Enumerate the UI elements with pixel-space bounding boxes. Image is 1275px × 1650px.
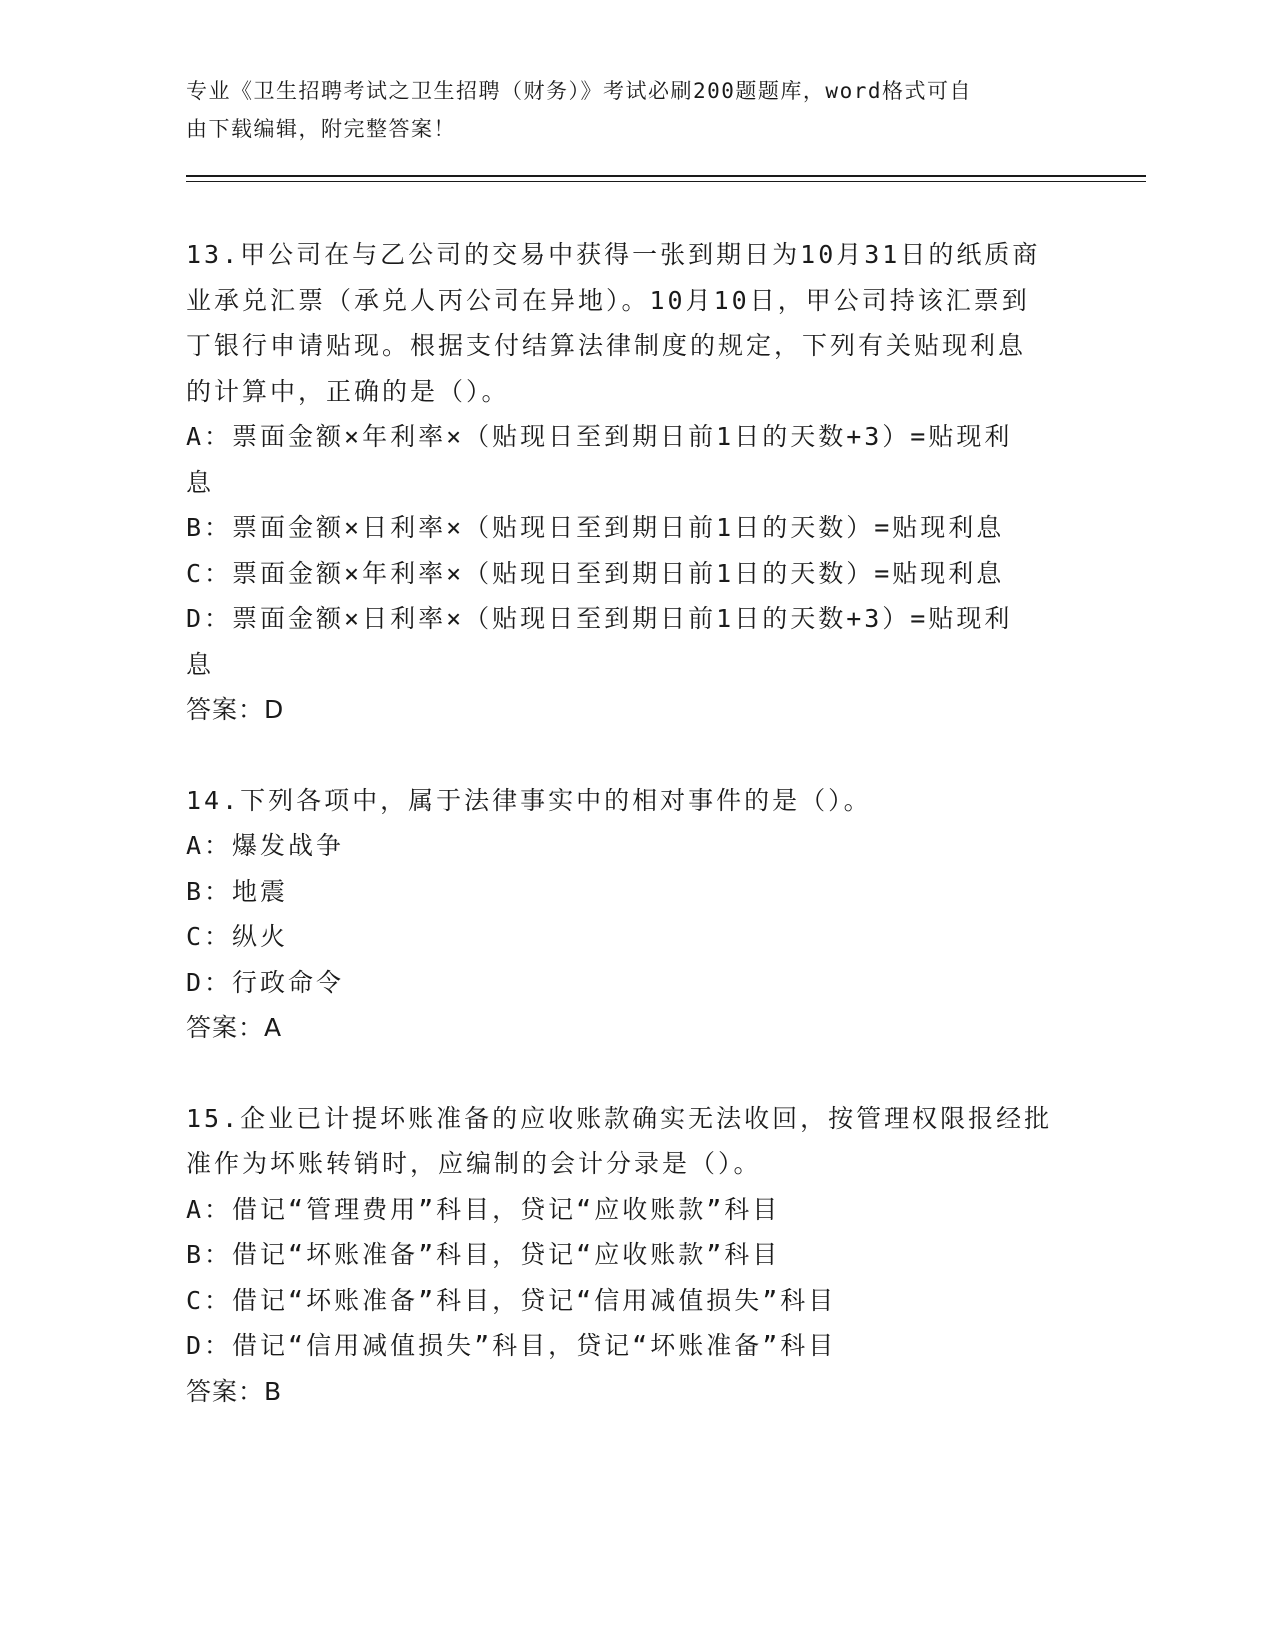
question-14: [186, 778, 1086, 1051]
header-title-line-2: 由下载编辑，附完整答案！: [186, 117, 456, 141]
answer-label: 答案：A: [186, 1013, 283, 1042]
option-c: C：借记“坏账准备”科目，贷记“信用减值损失”科目: [186, 1285, 837, 1315]
question-stem-line: 15.企业已计提坏账准备的应收账款确实无法收回，按管理权限报经批: [186, 1103, 1053, 1133]
option-b: B：地震: [186, 876, 289, 906]
question-15: [186, 1096, 1086, 1415]
option-a: A：借记“管理费用”科目，贷记“应收账款”科目: [186, 1194, 781, 1224]
option-a: A：爆发战争: [186, 831, 345, 860]
option-d: D：票面金额×日利率×（贴现日至到期日前1日的天数+3）=贴现利: [186, 604, 1013, 633]
header-divider-thin: [186, 181, 1146, 182]
question-stem-line: 13.甲公司在与乙公司的交易中获得一张到期日为10月31日的纸质商: [186, 240, 1041, 269]
header-title-line-1: 专业《卫生招聘考试之卫生招聘（财务）》考试必刷200题题库，word格式可自: [186, 79, 972, 103]
question-stem-line: 准作为坏账转销时，应编制的会计分录是（）。: [186, 1149, 762, 1178]
answer-label: 答案：D: [186, 695, 285, 724]
option-c: C：纵火: [186, 922, 289, 951]
question-stem-line: 的计算中，正确的是（）。: [186, 376, 510, 406]
question-stem-line: 业承兑汇票（承兑人丙公司在异地）。10月10日，甲公司持该汇票到: [186, 285, 1030, 315]
option-d: D：行政命令: [186, 967, 345, 997]
header-divider-thick: [186, 175, 1146, 177]
option-c: C：票面金额×年利率×（贴现日至到期日前1日的天数）=贴现利息: [186, 558, 1005, 588]
question-stem-line: 14.下列各项中，属于法律事实中的相对事件的是（）。: [186, 785, 872, 815]
option-b: B：票面金额×日利率×（贴现日至到期日前1日的天数）=贴现利息: [186, 513, 1005, 542]
document-header: [186, 72, 1066, 148]
question-13: [186, 232, 1086, 733]
option-a-continued: 息: [186, 467, 215, 497]
option-d-continued: 息: [186, 649, 215, 679]
question-stem-line: 丁银行申请贴现。根据支付结算法律制度的规定，下列有关贴现利息: [186, 331, 1027, 360]
option-a: A：票面金额×年利率×（贴现日至到期日前1日的天数+3）=贴现利: [186, 422, 1013, 451]
option-b: B：借记“坏账准备”科目，贷记“应收账款”科目: [186, 1240, 781, 1269]
option-d: D：借记“信用减值损失”科目，贷记“坏账准备”科目: [186, 1331, 837, 1360]
answer-label: 答案：B: [186, 1376, 283, 1406]
question-list: [186, 232, 1086, 1459]
